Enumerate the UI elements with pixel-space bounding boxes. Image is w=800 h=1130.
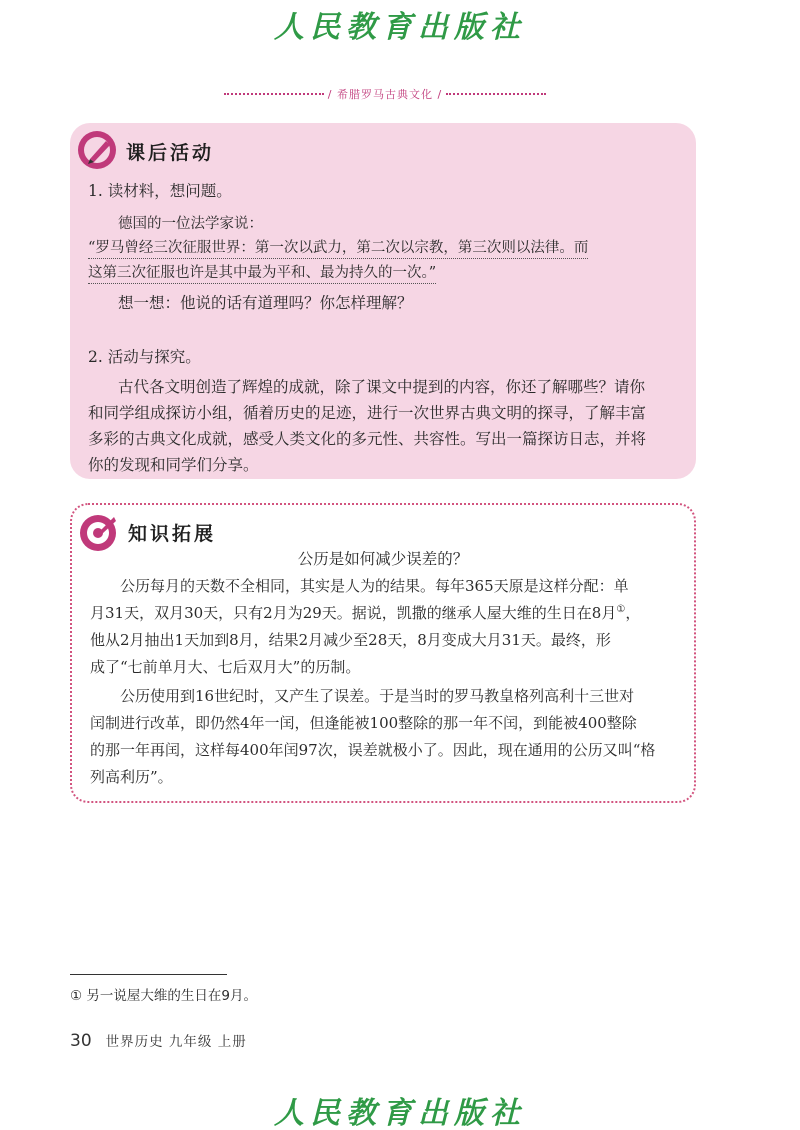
publisher-logo-bottom: 人民教育出版社 [274,1096,526,1130]
activity-title: 课后活动 [126,142,215,164]
q2-heading: 2. 活动与探究。 [88,348,201,366]
extension-subtitle: 公历是如何减少误差的？ [297,550,469,568]
q2-line4: 你的发现和同学们分享。 [88,456,259,474]
footnote: ① 另一说屋大维的生日在9月。 [70,988,257,1004]
running-head [220,84,550,104]
page-number: 30 [70,1031,92,1051]
knowledge-extension-box [70,503,696,803]
q1-heading: 1. 读材料，想问题。 [88,182,232,200]
q1-intro: 德国的一位法学家说： [118,216,263,232]
p1-line2 [90,602,640,623]
p1-line4: 成了“七前单月大、七后双月大”的历制。 [90,658,361,676]
book-title: 世界历史 九年级 上册 [105,1034,247,1050]
p1-line3: 他从2月抽出1天加到8月，结果2月减少至28天，8月变成大月31天。最终，形 [90,631,611,649]
q1-quote-line2: 这第三次征服也许是其中最为平和、最为持久的一次。” [88,261,436,284]
footnote-ref: ① [616,604,626,615]
p2-line3: 的那一年再闰，这样每400年闰97次，误差就极小了。因此，现在通用的公历又叫“格 [90,741,656,759]
dotted-rule-left [224,93,324,95]
q2-line2: 和同学组成探访小组，循着历史的足迹，进行一次世界古典文明的探寻，了解丰富 [88,404,647,422]
footnote-rule [70,974,227,975]
activity-pencil-icon [76,129,118,171]
dotted-rule-right [446,93,546,95]
activity-box [70,123,696,479]
q1-quote-line1: “罗马曾经三次征服世界：第一次以武力，第二次以宗教，第三次则以法律。而 [88,236,588,259]
p2-line1: 公历使用到16世纪时，又产生了误差。于是当时的罗马教皇格列高利十三世对 [120,687,635,705]
p1-line2-end: ， [625,604,641,622]
extension-title: 知识拓展 [128,523,217,545]
q2-line1: 古代各文明创造了辉煌的成就，除了课文中提到的内容，你还了解哪些？请你 [118,378,646,396]
p1-line2-text: 月31天，双月30天，只有2月为29天。据说，凯撒的继承人屋大维的生日在8月 [90,604,617,622]
p2-line4: 列高利历”。 [90,768,173,786]
p2-line2: 闰制进行改革，即仍然4年一闰，但逢能被100整除的那一年不闰，到能被400整除 [90,714,637,732]
publisher-logo-top: 人民教育出版社 [274,10,526,45]
q2-line3: 多彩的古典文化成就，感受人类文化的多元性、共容性。写出一篇探访日志，并将 [88,430,647,448]
running-head-text: / 希腊罗马古典文化 / [327,88,443,101]
page-footer [70,1030,247,1051]
q1-question: 想一想：他说的话有道理吗？你怎样理解？ [118,294,413,312]
p1-line1: 公历每月的天数不全相同，其实是人为的结果。每年365天原是这样分配：单 [120,577,629,595]
